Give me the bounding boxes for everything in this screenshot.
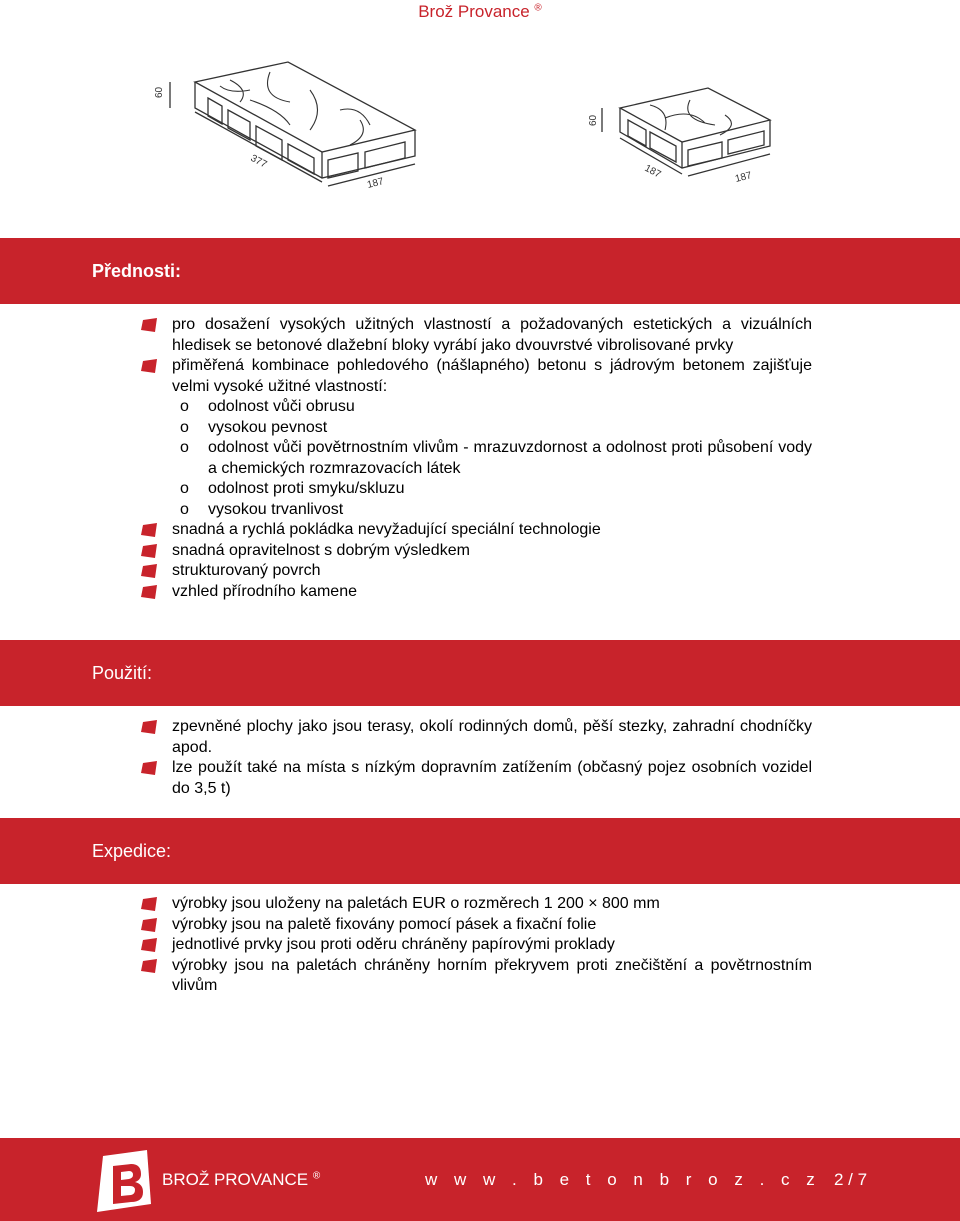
small-width-b-label: 187 (734, 170, 753, 185)
large-length-label: 377 (248, 152, 269, 171)
red-square-bullet-icon (140, 918, 158, 932)
red-square-bullet-icon (140, 544, 158, 558)
red-square-bullet-icon (140, 720, 158, 734)
sublist-item: o odolnost vůči povětrnostním vlivům - mrazuvzdornost a odolnost proti působení vody a chemických rozmrazovacích látek (180, 439, 812, 477)
section-band-prednosti (0, 238, 960, 304)
red-square-bullet-icon (140, 761, 158, 775)
registered-mark: ® (312, 1170, 321, 1182)
red-square-bullet-icon (140, 523, 158, 537)
list-item: strukturovaný povrch (140, 561, 812, 582)
red-square-bullet-icon (140, 897, 158, 911)
large-height-label: 60 (154, 86, 165, 98)
small-height-label: 60 (588, 114, 599, 126)
large-width-label: 187 (366, 176, 385, 191)
sub-marker: o (180, 500, 189, 518)
red-square-bullet-icon (140, 318, 158, 332)
red-square-bullet-icon (140, 938, 158, 952)
section-band-expedice (0, 818, 960, 884)
list-item: výrobky jsou uloženy na paletách EUR o rozměrech 1 200 × 800 mm (140, 894, 812, 915)
list-item: snadná a rychlá pokládka nevyžadující speciální technologie (140, 520, 812, 541)
section-title-expedice: Expedice: (92, 841, 172, 861)
list-item: zpevněné plochy jako jsou terasy, okolí rodinných domů, pěší stezky, zahradní chodníčky apod. (140, 717, 812, 758)
small-block-top (620, 88, 770, 142)
list-item: pro dosažení vysokých užitných vlastností a požadovaných estetických a vizuálních hledisek se betonové dlažební bloky vyrábí jako dvouvrstvé vibrolisované prvky (140, 315, 812, 356)
list-item: jednotlivé prvky jsou proti oděru chráněny papírovými proklady (140, 935, 812, 956)
document-header (0, 2, 960, 22)
prednosti-list (140, 315, 812, 602)
expedice-list (140, 894, 812, 997)
page-number: 2 / 7 (834, 1170, 868, 1189)
list-item: přiměřená kombinace pohledového (nášlapného) betonu s jádrovým betonem zajišťuje velmi vysoké užitné vlastností: o odolnost vůči obrusu o vysokou pevnost o odolnost vůči povětrnostním vlivům - mrazuvzdornost a odolnost proti působení vody a chemických rozmrazovacích látek o odolnost proti smyku/skluzu o vysokou trvanlivost (140, 356, 812, 520)
footer-website-link[interactable]: w w w . b e t o n b r o z . c z (425, 1170, 821, 1189)
list-item: výrobky jsou na paletě fixovány pomocí pásek a fixační folie (140, 915, 812, 936)
sub-marker: o (180, 418, 189, 436)
footer-brand: BROŽ PROVANCE ® (162, 1170, 321, 1189)
section-title-pouziti: Použití: (92, 663, 153, 683)
sub-marker: o (180, 398, 189, 415)
broz-logo-icon (95, 1150, 153, 1212)
registered-mark: ® (534, 2, 542, 14)
sub-marker: o (180, 439, 189, 456)
red-square-bullet-icon (140, 585, 158, 599)
list-item: výrobky jsou na paletách chráněny horním překryvem proti znečištění a povětrnostním vlivům (140, 956, 812, 997)
red-square-bullet-icon (140, 959, 158, 973)
sublist-item: o odolnost proti smyku/skluzu (172, 479, 812, 500)
properties-sublist (172, 397, 812, 520)
list-item: snadná opravitelnost s dobrým výsledkem (140, 541, 812, 562)
pouziti-list (140, 717, 812, 799)
header-title: Brož Provance (418, 2, 530, 21)
list-item: lze použít také na místa s nízkým dopravním zatížením (občasný pojez osobních vozidel do 3,5 t) (140, 758, 812, 799)
sublist-item: o odolnost vůči obrusu (172, 397, 812, 418)
small-width-a-label: 187 (642, 162, 663, 181)
section-band-pouziti (0, 640, 960, 706)
red-square-bullet-icon (140, 564, 158, 578)
sublist-item: o vysokou pevnost (172, 418, 812, 439)
page-footer (0, 1138, 960, 1221)
list-item: vzhled přírodního kamene (140, 582, 812, 603)
sublist-item: o vysokou trvanlivost (172, 500, 812, 521)
red-square-bullet-icon (140, 359, 158, 373)
paving-block-drawing (150, 60, 810, 210)
large-block-top (195, 62, 415, 152)
section-title-prednosti: Přednosti: (92, 261, 182, 281)
sub-marker: o (180, 480, 189, 497)
